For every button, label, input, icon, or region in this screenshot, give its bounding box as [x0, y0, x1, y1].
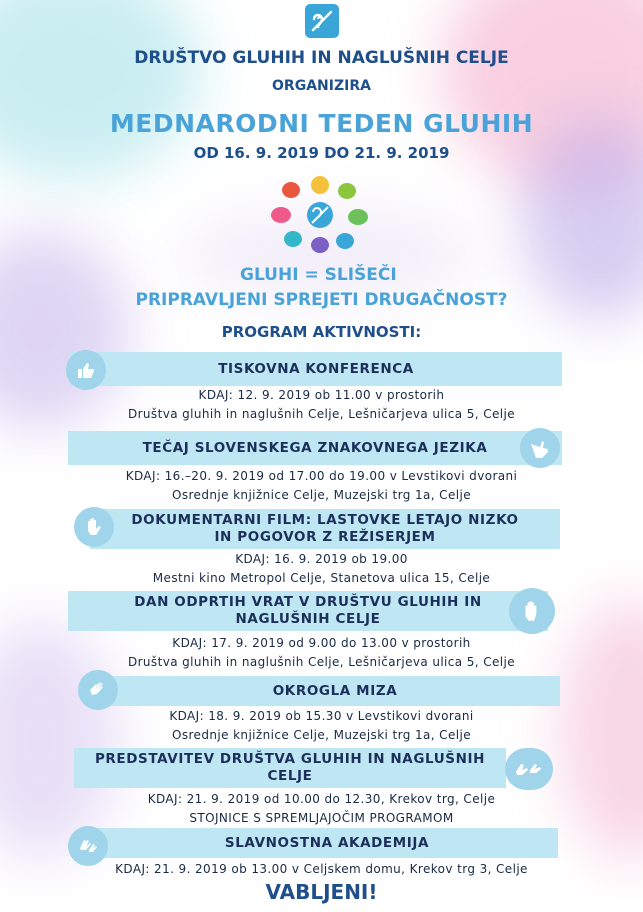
organizes-label: ORGANIZIRA [272, 78, 371, 94]
activity-when: KDAJ: 21. 9. 2019 od 10.00 do 12.30, Krekov trg, Celje [147, 792, 496, 806]
waving-hand-icon [78, 670, 118, 710]
activity-title-line-1: DAN ODPRTIH VRAT V DRUŠTVU GLUHIH IN [134, 594, 482, 611]
activity-details [0, 386, 643, 424]
activity-title-text: SLAVNOSTNA AKADEMIJA [224, 834, 430, 851]
activity-where: Društva gluhih in naglušnih Celje, Lešničarjeva ulica 5, Celje [127, 655, 516, 669]
slogan-line-2: PRIPRAVLJENI SPREJETI DRUGAČNOST? [135, 290, 508, 310]
activity-title [68, 591, 548, 631]
activity-when: KDAJ: 16. 9. 2019 ob 19.00 [235, 552, 408, 566]
activity-when: KDAJ: 17. 9. 2019 od 9.00 do 13.00 v prostorih [172, 636, 471, 650]
activity-details [0, 634, 643, 672]
activity-title-text: TEČAJ SLOVENSKEGA ZNAKOVNEGA JEZIKA [142, 439, 488, 456]
activity-title-text: TISKOVNA KONFERENCA [218, 360, 414, 377]
activity-where: STOJNICE S SPREMLJAJOČIM PROGRAMOM [189, 811, 454, 825]
activity-when: KDAJ: 21. 9. 2019 ob 13.00 v Celjskem domu, Krekov trg 3, Celje [115, 862, 528, 876]
activity-title-line-1: PREDSTAVITEV DRUŠTVA GLUHIH IN NAGLUŠNIH [94, 751, 486, 768]
slogan-line-1: GLUHI = SLIŠEČI [240, 265, 397, 285]
activity-title-line-1: DOKUMENTARNI FILM: LASTOVKE LETAJO NIZKO [131, 512, 519, 529]
activity-title [96, 828, 558, 858]
event-dates: OD 16. 9. 2019 DO 21. 9. 2019 [193, 144, 450, 162]
open-hand-icon [74, 507, 114, 547]
activity-title-line-2: CELJE [267, 768, 313, 784]
activity-title [68, 431, 562, 465]
activity-title [70, 352, 562, 386]
activity-title-line-2: NAGLUŠNIH CELJE [235, 611, 381, 627]
activity-title-text: OKROGLA MIZA [272, 682, 398, 699]
activity-where: Mestni kino Metropol Celje, Stanetova ulica 15, Celje [152, 571, 491, 585]
activity-when: KDAJ: 12. 9. 2019 ob 11.00 v prostorih [198, 388, 445, 402]
activity-where: Osrednje knjižnice Celje, Muzejski trg 1a, Celje [171, 488, 471, 502]
signing-hands-icon [505, 748, 553, 790]
activity-details [0, 550, 643, 588]
activity-when: KDAJ: 18. 9. 2019 ob 15.30 v Levstikovi dvorani [169, 709, 474, 723]
activity-title-line-2: IN POGOVOR Z REŽISERJEM [214, 529, 436, 545]
activity-title [74, 748, 506, 788]
event-title: MEDNARODNI TEDEN GLUHIH [109, 109, 534, 138]
raised-hand-icon [509, 588, 555, 634]
ear-symbol-icon [305, 4, 339, 38]
activity-when: KDAJ: 16.–20. 9. 2019 od 17.00 do 19.00 v Levstikovi dvorani [125, 469, 518, 483]
colorful-hands-icon [263, 175, 378, 255]
activity-title [90, 509, 560, 549]
thumbs-up-hand-icon [66, 350, 106, 390]
organization-name: DRUŠTVO GLUHIH IN NAGLUŠNIH CELJE [134, 48, 509, 68]
activity-details [0, 860, 643, 879]
program-heading: PROGRAM AKTIVNOSTI: [221, 323, 422, 341]
closing-invitation: VABLJENI! [265, 880, 378, 904]
activity-where: Društva gluhih in naglušnih Celje, Lešničarjeva ulica 5, Celje [127, 407, 516, 421]
pointing-hand-icon [520, 428, 560, 468]
activity-title [110, 676, 560, 706]
activity-details [0, 707, 643, 745]
activity-details [0, 467, 643, 505]
activity-details [0, 790, 643, 828]
activity-where: Osrednje knjižnice Celje, Muzejski trg 1a, Celje [171, 728, 471, 742]
